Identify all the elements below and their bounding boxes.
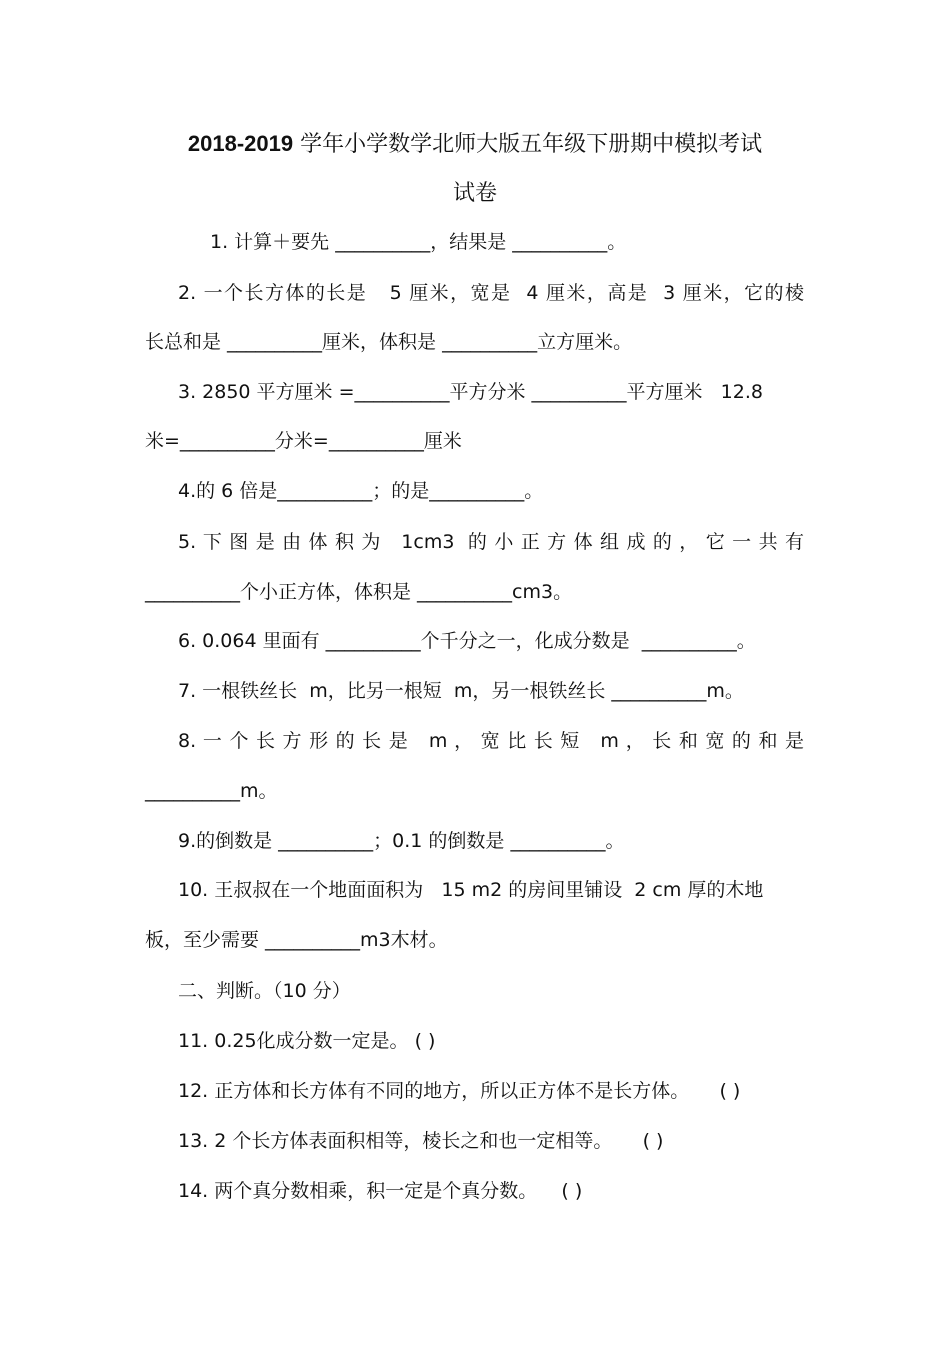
question-9: 9.的倒数是 __________；0.1 的倒数是 __________。 [178, 830, 625, 852]
question-11: 11. 0.25化成分数一定是。 ( ) [178, 1030, 436, 1052]
question-2-line-2: 长总和是 __________厘米，体积是 __________立方厘米。 [145, 331, 633, 353]
question-13: 13. 2 个长方体表面积相等，棱长之和也一定相等。 ( ) [178, 1130, 664, 1152]
question-3-line-1: 3. 2850 平方厘米 =__________平方分米 __________平方厘米 12.8 [178, 381, 763, 403]
question-14: 14. 两个真分数相乘，积一定是个真分数。 ( ) [178, 1180, 583, 1202]
question-3-line-2: 米=__________分米=__________厘米 [145, 430, 462, 452]
question-10-line-2: 板，至少需要 __________m3木材。 [145, 929, 448, 951]
question-2-line-1: 2. 一个长方体的长是 5 厘米，宽是 4 厘米，高是 3 厘米，它的棱 [178, 282, 804, 304]
question-5-line-2: __________个小正方体，体积是 __________cm3。 [145, 581, 573, 603]
title-text: 学年小学数学北师大版五年级下册期中模拟考试 [293, 132, 763, 157]
question-10-line-1: 10. 王叔叔在一个地面面积为 15 m2 的房间里铺设 2 cm 厚的木地 [178, 879, 764, 901]
document-title-line-2: 试卷 [452, 181, 497, 206]
section-heading-judgement: 二、判断。（10 分） [178, 980, 351, 1002]
question-5-line-1: 5. 下 图 是 由 体 积 为 1cm3 的 小 正 方 体 组 成 的 ， 它 一 共 有 [178, 531, 804, 553]
question-8-line-1: 8. 一 个 长 方 形 的 长 是 m ， 宽 比 长 短 m ， 长 和 宽 的 和 是 [178, 730, 804, 752]
question-8-line-2: __________m。 [145, 780, 278, 802]
question-1: 1. 计算＋要先 __________，结果是 __________。 [210, 231, 627, 253]
title-year: 2018-2019 [187, 131, 294, 156]
question-7: 7. 一根铁丝长 m，比另一根短 m，另一根铁丝长 __________m。 [178, 680, 744, 702]
document-title-line-1 [0, 133, 950, 156]
question-12: 12. 正方体和长方体有不同的地方，所以正方体不是长方体。 ( ) [178, 1080, 741, 1102]
question-6: 6. 0.064 里面有 __________个千分之一，化成分数是 __________。 [178, 630, 756, 652]
question-4: 4.的 6 倍是__________；的是__________。 [178, 480, 544, 502]
